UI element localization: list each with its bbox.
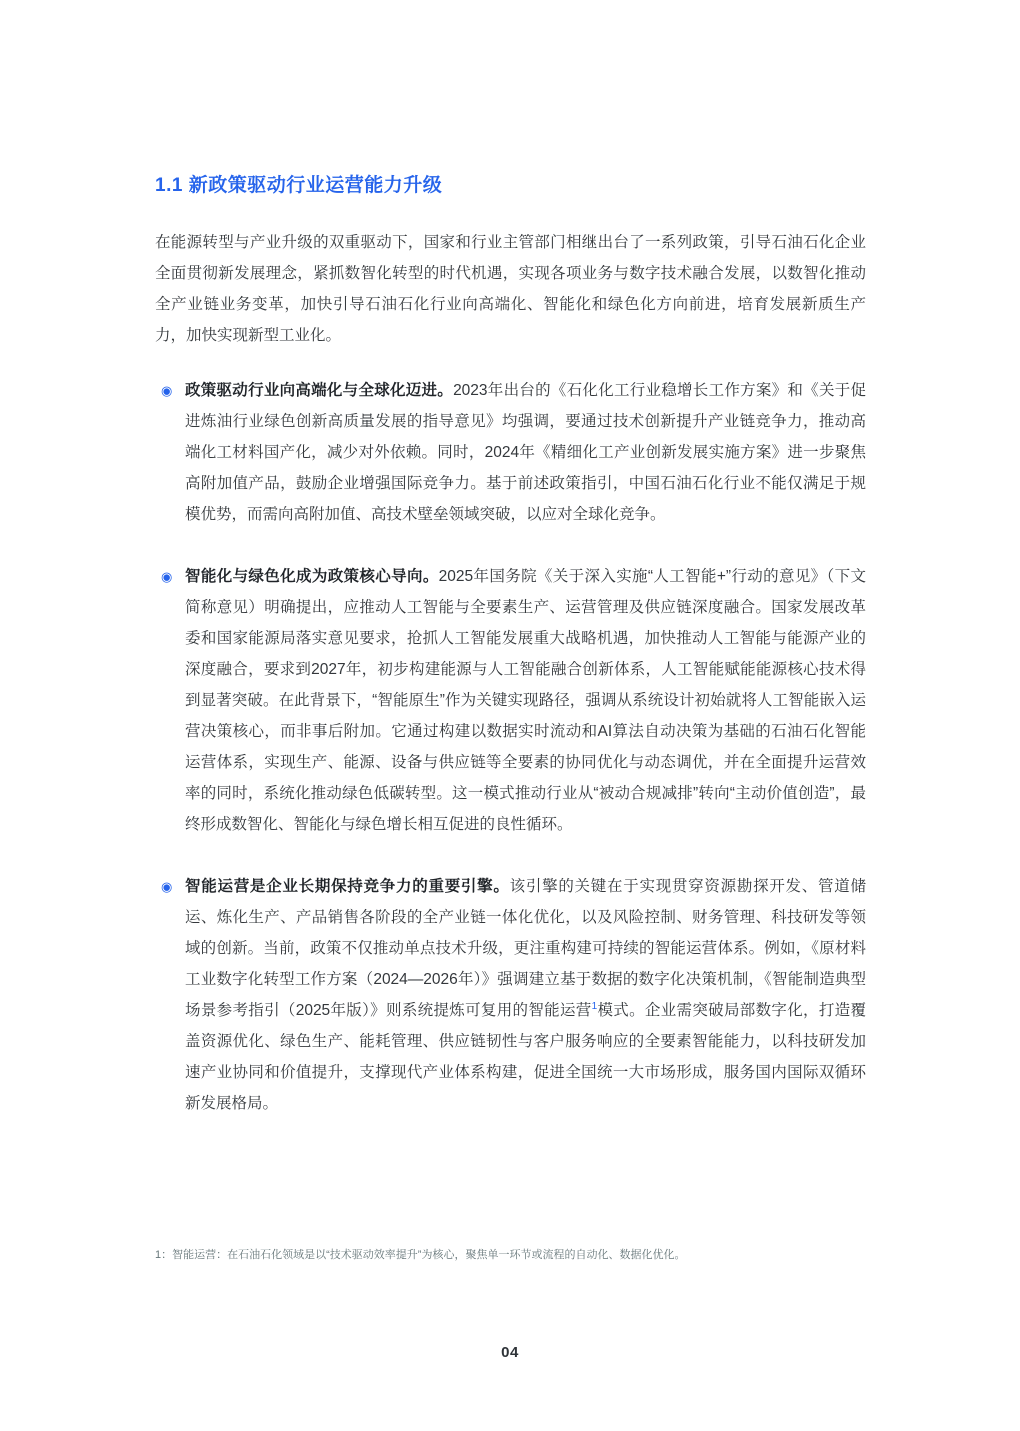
- bullet-text: [185, 375, 866, 530]
- intro-paragraph: 在能源转型与产业升级的双重驱动下，国家和行业主管部门相继出台了一系列政策，引导石油石化企业全面贯彻新发展理念，紧抓数智化转型的时代机遇，实现各项业务与数字技术融合发展，以数智化推动全产业链业务变革，加快引导石油石化行业向高端化、智能化和绿色化方向前进，培育发展新质生产力，加快实现新型工业化。: [155, 234, 866, 344]
- page-number: 04: [501, 1344, 519, 1361]
- bullet-text: [185, 871, 866, 1119]
- bullet-lead: 智能运营是企业长期保持竞争力的重要引擎。: [185, 878, 510, 895]
- bullet-body: 模式。企业需突破局部数字化，打造覆盖资源优化、绿色生产、能耗管理、供应链韧性与客户服务响应的全要素智能能力，以科技研发加速产业协同和价值提升，支撑现代产业体系构建，促进全国统一大市场形成，服务国内国际双循环新发展格局。: [185, 1002, 866, 1112]
- bullet-lead: 政策驱动行业向高端化与全球化迈进。: [185, 382, 454, 399]
- footnote-ref-link[interactable]: 1: [591, 1000, 598, 1012]
- bullet-list: [155, 375, 866, 1119]
- footnote: 1：智能运营：在石油石化领域是以“技术驱动效率提升”为核心，聚焦单一环节或流程的自动化、数据化优化。: [155, 1249, 686, 1261]
- bullet-marker-icon: ◉: [161, 879, 173, 894]
- bullet-marker-icon: ◉: [161, 383, 173, 398]
- section-heading: 1.1 新政策驱动行业运营能力升级: [155, 175, 443, 196]
- section-content: [155, 170, 866, 1119]
- bullet-marker-icon: ◉: [161, 569, 173, 584]
- bullet-item-smart-operations-engine: [155, 871, 866, 1119]
- bullet-body: 2023年出台的《石化化工行业稳增长工作方案》和《关于促进炼油行业绿色创新高质量发展的指导意见》均强调，要通过技术创新提升产业链竞争力，推动高端化工材料国产化，减少对外依赖。同时，2024年《精细化工产业创新发展实施方案》进一步聚焦高附加值产品，鼓励企业增强国际竞争力。基于前述政策指引，中国石油石化行业不能仅满足于规模优势，而需向高附加值、高技术壁垒领域突破，以应对全球化竞争。: [185, 382, 866, 523]
- bullet-lead: 智能化与绿色化成为政策核心导向。: [185, 568, 439, 585]
- bullet-text: [185, 561, 866, 840]
- bullet-item-intelligent-green-policy: [155, 561, 866, 840]
- bullet-body: 该引擎的关键在于实现贯穿资源勘探开发、管道储运、炼化生产、产品销售各阶段的全产业链一体化优化，以及风险控制、财务管理、科技研发等领域的创新。当前，政策不仅推动单点技术升级，更注重构建可持续的智能运营体系。例如，《原材料工业数字化转型工作方案（2024—2026年）》强调建立基于数据的数字化决策机制，《智能制造典型场景参考指引（2025年版）》则系统提炼可复用的智能运营: [185, 878, 866, 1019]
- bullet-body: 2025年国务院《关于深入实施“人工智能+”行动的意见》（下文简称意见）明确提出，应推动人工智能与全要素生产、运营管理及供应链深度融合。国家发展改革委和国家能源局落实意见要求，抢抓人工智能发展重大战略机遇，加快推动人工智能与能源产业的深度融合，要求到2027年，初步构建能源与人工智能融合创新体系，人工智能赋能能源核心技术得到显著突破。在此背景下，“智能原生”作为关键实现路径，强调从系统设计初始就将人工智能嵌入运营决策核心，而非事后附加。它通过构建以数据实时流动和AI算法自动决策为基础的石油石化智能运营体系，实现生产、能源、设备与供应链等全要素的协同优化与动态调优，并在全面提升运营效率的同时，系统化推动绿色低碳转型。这一模式推动行业从“被动合规减排”转向“主动价值创造”，最终形成数智化、智能化与绿色增长相互促进的良性循环。: [185, 568, 866, 833]
- bullet-item-policy-highend: [155, 375, 866, 530]
